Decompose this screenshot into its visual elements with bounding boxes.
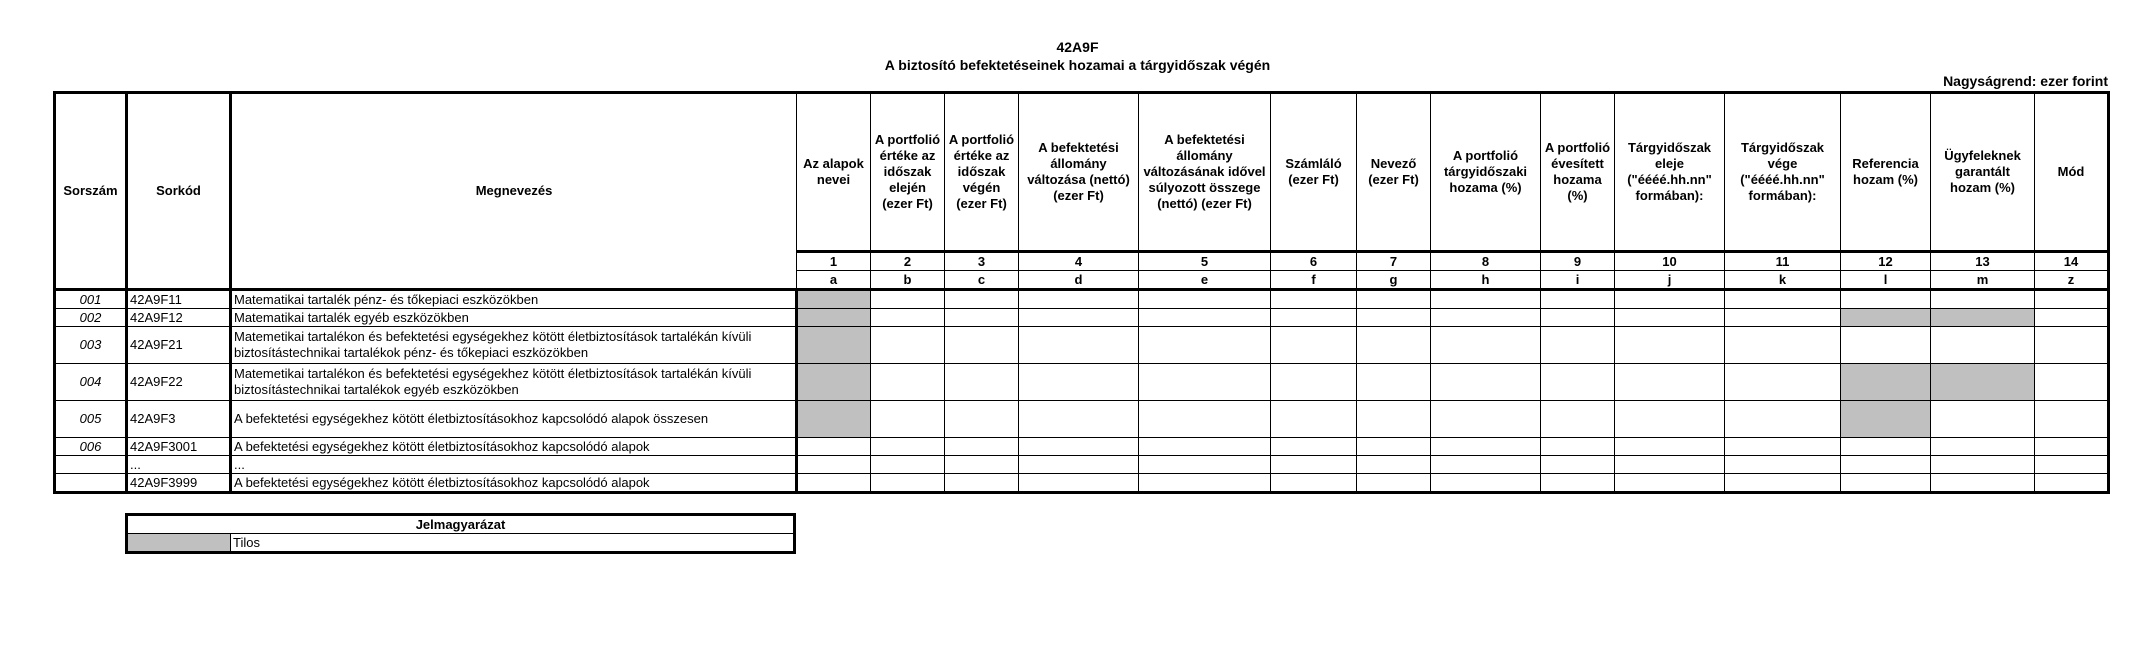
data-cell[interactable] — [1271, 290, 1357, 309]
data-cell[interactable] — [1725, 364, 1841, 401]
table-row — [55, 438, 2109, 456]
data-cell — [1931, 309, 2035, 327]
data-cell[interactable] — [1725, 290, 1841, 309]
data-cell[interactable] — [1357, 401, 1431, 438]
row-code: 42A9F3999 — [127, 474, 231, 493]
data-cell[interactable] — [797, 438, 871, 456]
data-cell[interactable] — [2035, 309, 2109, 327]
data-cell[interactable] — [1431, 290, 1541, 309]
row-code: 42A9F21 — [127, 327, 231, 364]
column-letter: d — [1019, 271, 1139, 290]
data-cell — [1841, 309, 1931, 327]
column-header: Sorszám — [55, 93, 127, 290]
column-number: 1 — [797, 252, 871, 271]
column-header: Nevező (ezer Ft) — [1357, 93, 1431, 252]
column-number: 3 — [945, 252, 1019, 271]
legend-title: Jelmagyarázat — [127, 515, 795, 534]
legend-table — [125, 513, 796, 554]
data-cell[interactable] — [1271, 327, 1357, 364]
data-cell[interactable] — [1139, 309, 1271, 327]
data-cell[interactable] — [2035, 327, 2109, 364]
column-header: A portfolió tárgyidőszaki hozama (%) — [1431, 93, 1541, 252]
data-cell[interactable] — [1431, 327, 1541, 364]
data-cell[interactable] — [1271, 364, 1357, 401]
unit-label: Nagyságrend: ezer forint — [1943, 73, 2108, 89]
column-number: 8 — [1431, 252, 1541, 271]
data-cell[interactable] — [1541, 438, 1615, 456]
row-name: A befektetési egységekhez kötött életbiztosításokhoz kapcsolódó alapok — [231, 438, 797, 456]
data-cell[interactable] — [2035, 364, 2109, 401]
data-cell[interactable] — [1139, 474, 1271, 493]
data-cell[interactable] — [1357, 456, 1431, 474]
data-cell[interactable] — [1931, 327, 2035, 364]
data-cell — [797, 401, 871, 438]
legend-item-label: Tilos — [231, 534, 795, 553]
data-cell[interactable] — [945, 364, 1019, 401]
row-number: 003 — [55, 327, 127, 364]
column-number: 9 — [1541, 252, 1615, 271]
data-cell[interactable] — [1271, 401, 1357, 438]
data-cell[interactable] — [797, 456, 871, 474]
data-cell[interactable] — [1139, 290, 1271, 309]
data-cell[interactable] — [2035, 401, 2109, 438]
data-cell[interactable] — [871, 456, 945, 474]
column-letter: m — [1931, 271, 2035, 290]
column-number: 5 — [1139, 252, 1271, 271]
column-header: Referencia hozam (%) — [1841, 93, 1931, 252]
row-number: 005 — [55, 401, 127, 438]
data-cell[interactable] — [1019, 401, 1139, 438]
row-number: 001 — [55, 290, 127, 309]
column-header: Mód — [2035, 93, 2109, 252]
column-header: Tárgyidőszak vége ("éééé.hh.nn" formában): — [1725, 93, 1841, 252]
data-cell[interactable] — [945, 474, 1019, 493]
data-cell[interactable] — [1725, 401, 1841, 438]
data-cell[interactable] — [1357, 309, 1431, 327]
column-letter: z — [2035, 271, 2109, 290]
data-cell[interactable] — [1541, 290, 1615, 309]
column-number: 13 — [1931, 252, 2035, 271]
row-name: Matemetikai tartalékon és befektetési egységekhez kötött életbiztosítások tartalékán kívüli biztosítástechnikai tartalékok pénz- és tőkepiaci eszközökben — [231, 327, 797, 364]
row-number — [55, 474, 127, 493]
data-cell[interactable] — [1841, 290, 1931, 309]
data-cell[interactable] — [1541, 309, 1615, 327]
data-cell — [797, 327, 871, 364]
data-cell[interactable] — [1615, 327, 1725, 364]
column-letter: h — [1431, 271, 1541, 290]
column-header: Tárgyidőszak eleje ("éééé.hh.nn" formában): — [1615, 93, 1725, 252]
row-code: 42A9F11 — [127, 290, 231, 309]
data-cell — [797, 364, 871, 401]
row-number: 006 — [55, 438, 127, 456]
report-table — [53, 91, 2110, 494]
column-header: A portfolió értéke az időszak végén (ezer Ft) — [945, 93, 1019, 252]
data-cell[interactable] — [1357, 474, 1431, 493]
column-letter: b — [871, 271, 945, 290]
data-cell[interactable] — [1019, 290, 1139, 309]
data-cell[interactable] — [1139, 401, 1271, 438]
data-cell[interactable] — [1139, 327, 1271, 364]
table-row — [55, 401, 2109, 438]
column-header: A befektetési állomány változása (nettó) (ezer Ft) — [1019, 93, 1139, 252]
column-header: Ügyfeleknek garantált hozam (%) — [1931, 93, 2035, 252]
data-cell[interactable] — [871, 438, 945, 456]
data-cell[interactable] — [871, 474, 945, 493]
data-cell[interactable] — [1615, 309, 1725, 327]
data-cell[interactable] — [1725, 309, 1841, 327]
data-cell[interactable] — [1019, 438, 1139, 456]
data-cell[interactable] — [1431, 309, 1541, 327]
data-cell[interactable] — [1931, 401, 2035, 438]
data-cell[interactable] — [1725, 474, 1841, 493]
table-row — [55, 474, 2109, 493]
table-body — [55, 290, 2109, 493]
row-name: Matematikai tartalék pénz- és tőkepiaci eszközökben — [231, 290, 797, 309]
column-header: A portfolió évesített hozama (%) — [1541, 93, 1615, 252]
data-cell[interactable] — [1357, 327, 1431, 364]
data-cell[interactable] — [1541, 401, 1615, 438]
column-header: A portfolió értéke az időszak elején (ezer Ft) — [871, 93, 945, 252]
data-cell[interactable] — [1139, 438, 1271, 456]
report-title: A biztosító befektetéseinek hozamai a tárgyidőszak végén — [884, 57, 1271, 73]
column-number: 14 — [2035, 252, 2109, 271]
data-cell[interactable] — [945, 309, 1019, 327]
data-cell[interactable] — [945, 327, 1019, 364]
report-title-block — [0, 38, 2155, 74]
data-cell[interactable] — [1271, 309, 1357, 327]
column-header: Számláló (ezer Ft) — [1271, 93, 1357, 252]
data-cell[interactable] — [1431, 438, 1541, 456]
column-number: 12 — [1841, 252, 1931, 271]
data-cell[interactable] — [2035, 474, 2109, 493]
column-letter: c — [945, 271, 1019, 290]
data-cell[interactable] — [1725, 438, 1841, 456]
data-cell — [797, 309, 871, 327]
column-header: Sorkód — [127, 93, 231, 290]
data-cell[interactable] — [1931, 438, 2035, 456]
data-cell[interactable] — [1615, 438, 1725, 456]
data-cell[interactable] — [1931, 474, 2035, 493]
data-cell[interactable] — [1615, 474, 1725, 493]
row-name: A befektetési egységekhez kötött életbiztosításokhoz kapcsolódó alapok — [231, 474, 797, 493]
data-cell[interactable] — [1615, 290, 1725, 309]
data-cell[interactable] — [1431, 456, 1541, 474]
data-cell[interactable] — [1841, 456, 1931, 474]
data-cell[interactable] — [1615, 456, 1725, 474]
data-cell[interactable] — [1541, 327, 1615, 364]
data-cell[interactable] — [871, 290, 945, 309]
data-cell[interactable] — [1139, 456, 1271, 474]
row-code: 42A9F3 — [127, 401, 231, 438]
data-cell[interactable] — [871, 401, 945, 438]
column-letter: k — [1725, 271, 1841, 290]
data-cell[interactable] — [1841, 438, 1931, 456]
data-cell[interactable] — [797, 474, 871, 493]
column-number: 2 — [871, 252, 945, 271]
column-number: 7 — [1357, 252, 1431, 271]
data-cell[interactable] — [1019, 364, 1139, 401]
data-cell[interactable] — [1725, 456, 1841, 474]
data-cell[interactable] — [1019, 309, 1139, 327]
data-cell[interactable] — [1841, 474, 1931, 493]
row-code: 42A9F22 — [127, 364, 231, 401]
data-cell — [1841, 401, 1931, 438]
column-number: 6 — [1271, 252, 1357, 271]
data-cell[interactable] — [1431, 474, 1541, 493]
data-cell[interactable] — [1931, 456, 2035, 474]
table-row — [55, 364, 2109, 401]
row-code: ... — [127, 456, 231, 474]
data-cell[interactable] — [2035, 456, 2109, 474]
column-letter: e — [1139, 271, 1271, 290]
legend-swatch — [127, 534, 231, 553]
column-number: 11 — [1725, 252, 1841, 271]
column-letter: f — [1271, 271, 1357, 290]
report-code: 42A9F — [1056, 39, 1099, 55]
data-cell[interactable] — [2035, 290, 2109, 309]
data-cell — [1931, 364, 2035, 401]
column-letter: g — [1357, 271, 1431, 290]
column-header: A befektetési állomány változásának idővel súlyozott összege (nettó) (ezer Ft) — [1139, 93, 1271, 252]
table-row — [55, 309, 2109, 327]
data-cell[interactable] — [1139, 364, 1271, 401]
row-number: 002 — [55, 309, 127, 327]
data-cell[interactable] — [1357, 364, 1431, 401]
data-cell[interactable] — [1541, 364, 1615, 401]
data-cell[interactable] — [1271, 456, 1357, 474]
data-cell[interactable] — [1271, 474, 1357, 493]
data-cell[interactable] — [945, 456, 1019, 474]
data-cell — [1841, 364, 1931, 401]
header-row — [55, 93, 2109, 252]
column-letter: i — [1541, 271, 1615, 290]
data-cell[interactable] — [1541, 456, 1615, 474]
table-row — [55, 327, 2109, 364]
column-letter: l — [1841, 271, 1931, 290]
column-number: 10 — [1615, 252, 1725, 271]
row-name: Matematikai tartalék egyéb eszközökben — [231, 309, 797, 327]
row-number: 004 — [55, 364, 127, 401]
row-name: A befektetési egységekhez kötött életbiztosításokhoz kapcsolódó alapok összesen — [231, 401, 797, 438]
data-cell[interactable] — [1019, 474, 1139, 493]
table-row — [55, 456, 2109, 474]
data-cell[interactable] — [945, 401, 1019, 438]
column-number: 4 — [1019, 252, 1139, 271]
data-cell[interactable] — [945, 438, 1019, 456]
table-row — [55, 290, 2109, 309]
data-cell[interactable] — [2035, 438, 2109, 456]
data-cell[interactable] — [1725, 327, 1841, 364]
row-code: 42A9F12 — [127, 309, 231, 327]
data-cell[interactable] — [1931, 290, 2035, 309]
data-cell[interactable] — [1271, 438, 1357, 456]
data-cell[interactable] — [1841, 327, 1931, 364]
column-header: Az alapok nevei — [797, 93, 871, 252]
data-cell[interactable] — [1615, 401, 1725, 438]
column-letter: j — [1615, 271, 1725, 290]
data-cell[interactable] — [871, 309, 945, 327]
column-letter: a — [797, 271, 871, 290]
data-cell[interactable] — [1357, 438, 1431, 456]
row-number — [55, 456, 127, 474]
data-cell[interactable] — [1541, 474, 1615, 493]
row-name: ... — [231, 456, 797, 474]
row-name: Matemetikai tartalékon és befektetési egységekhez kötött életbiztosítások tartalékán kívüli biztosítástechnikai tartalékok egyéb eszközökben — [231, 364, 797, 401]
data-cell[interactable] — [1431, 401, 1541, 438]
data-cell[interactable] — [1357, 290, 1431, 309]
data-cell[interactable] — [1431, 364, 1541, 401]
data-cell[interactable] — [871, 327, 945, 364]
data-cell[interactable] — [1019, 456, 1139, 474]
data-cell[interactable] — [871, 364, 945, 401]
data-cell[interactable] — [945, 290, 1019, 309]
data-cell[interactable] — [1019, 327, 1139, 364]
column-header: Megnevezés — [231, 93, 797, 290]
data-cell — [797, 290, 871, 309]
data-cell[interactable] — [1615, 364, 1725, 401]
row-code: 42A9F3001 — [127, 438, 231, 456]
